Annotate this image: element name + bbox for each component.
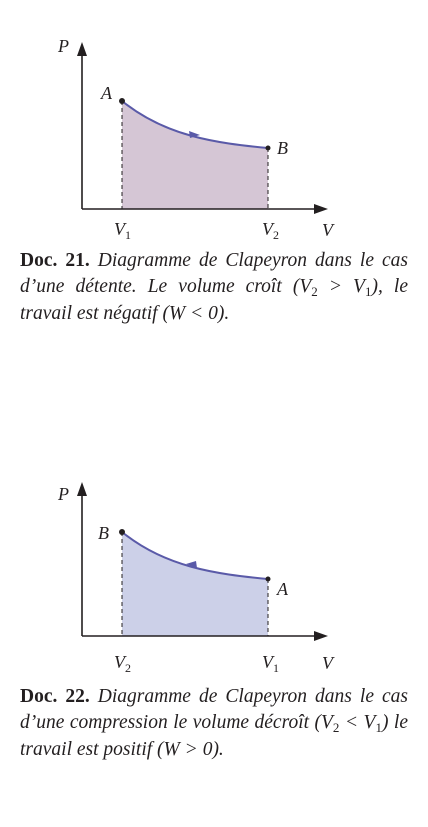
y-axis-label: P bbox=[58, 484, 69, 504]
x-axis-label: V bbox=[322, 220, 333, 240]
caption-doc21 bbox=[20, 248, 408, 327]
caption-text: Diagramme de Clapeyron dans le cas d’une détente. Le volume croît $(V_2 > V_1)$, le travail est négatif (W < 0). bbox=[20, 250, 408, 324]
x-axis-label: V bbox=[322, 653, 333, 673]
y-axis-arrow-icon bbox=[77, 42, 87, 56]
point-end-dot bbox=[266, 577, 271, 582]
point-start-dot bbox=[119, 529, 125, 535]
caption-title: Doc. 22. bbox=[20, 686, 90, 707]
point-end-label: B bbox=[277, 138, 288, 158]
point-start-label: B bbox=[98, 523, 109, 543]
diagram-doc21 bbox=[0, 0, 428, 400]
point-start-label: A bbox=[101, 83, 112, 103]
y-axis-label: P bbox=[58, 36, 69, 56]
clapeyron-plot-doc22 bbox=[0, 440, 428, 690]
x-axis-arrow-icon bbox=[314, 631, 328, 641]
clapeyron-plot-doc21 bbox=[0, 0, 428, 250]
point-end-label: A bbox=[277, 579, 288, 599]
caption-text: Diagramme de Clapeyron dans le cas d’une compression le volume décroît $(V_2 < V_1)$ le travail est positif (W > 0). bbox=[20, 686, 408, 760]
tick-label-right: $V_2$ bbox=[262, 219, 279, 242]
diagram-doc22 bbox=[0, 440, 428, 827]
caption-title: Doc. 21. bbox=[20, 250, 90, 271]
point-start-dot bbox=[119, 98, 125, 104]
y-axis-arrow-icon bbox=[77, 482, 87, 496]
tick-label-left: $V_1$ bbox=[114, 219, 131, 242]
tick-label-right: $V_1$ bbox=[262, 652, 279, 675]
tick-label-left: $V_2$ bbox=[114, 652, 131, 675]
point-end-dot bbox=[266, 146, 271, 151]
caption-doc22 bbox=[20, 684, 408, 763]
x-axis-arrow-icon bbox=[314, 204, 328, 214]
